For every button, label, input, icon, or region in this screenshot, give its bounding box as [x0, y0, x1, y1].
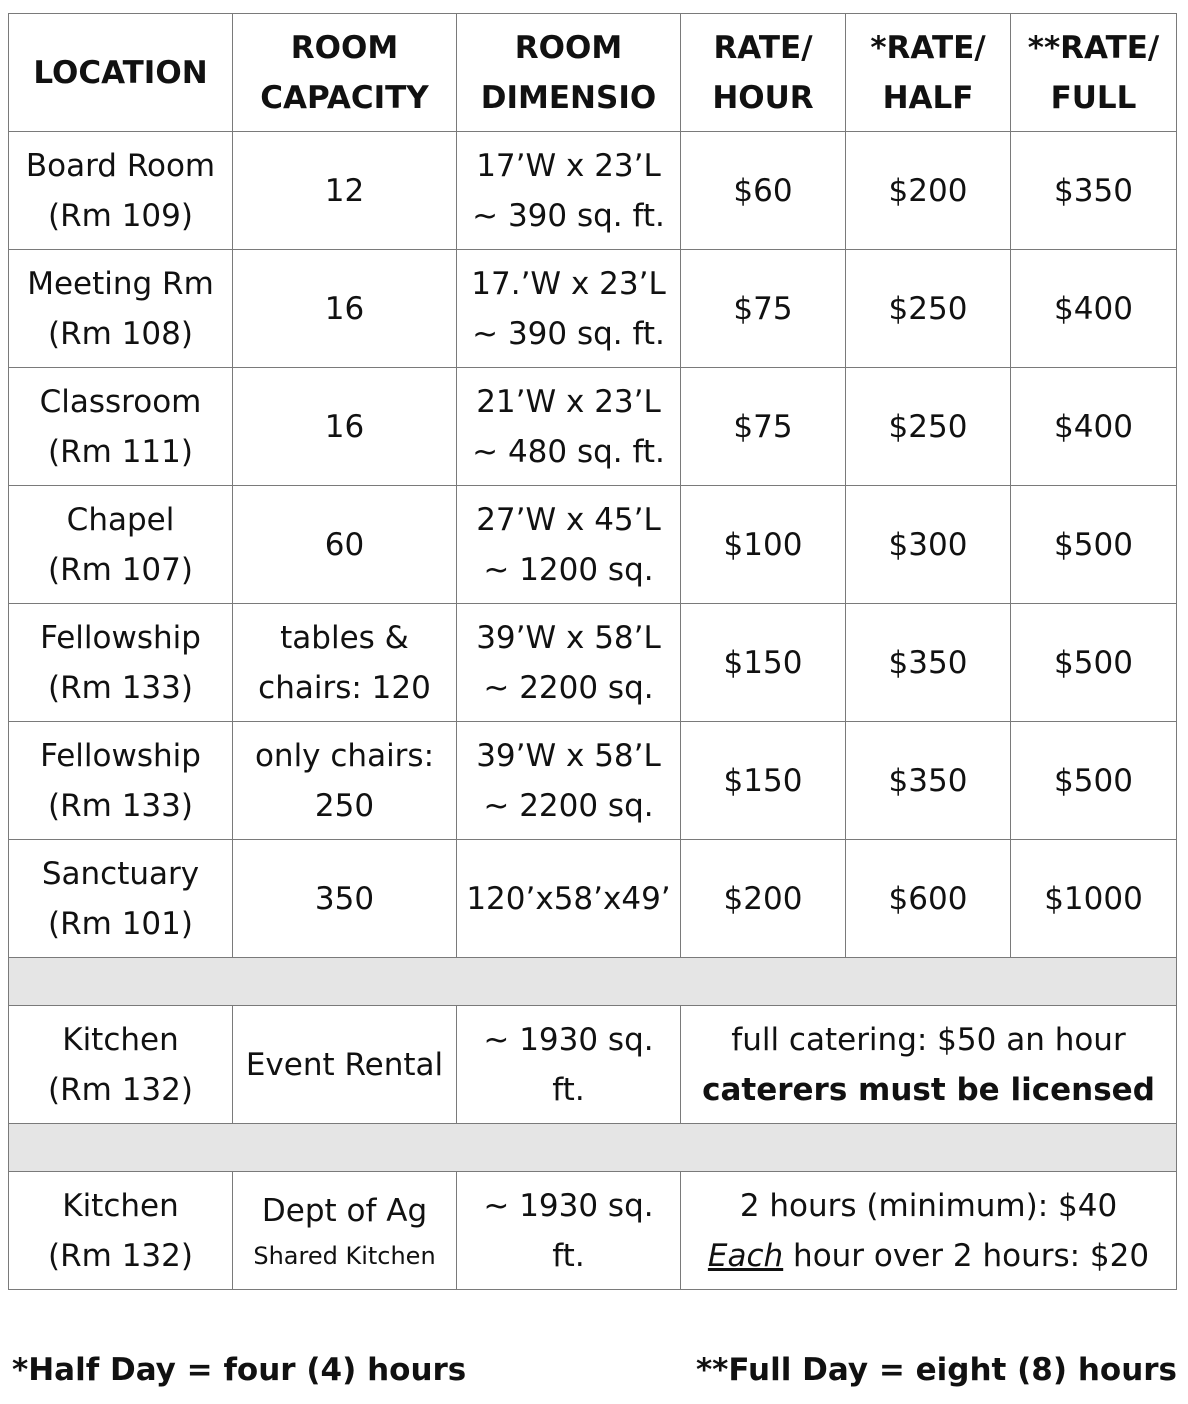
dimension-cell: 120’x58’x49’ [457, 840, 681, 958]
rate-half-cell: $250 [846, 250, 1011, 368]
kitchen-ag-row [9, 1172, 1177, 1290]
header-dimension: ROOM DIMENSIO [457, 14, 681, 132]
header-rate-hour: RATE/ HOUR [681, 14, 846, 132]
rate-full-cell: $500 [1011, 486, 1177, 604]
table-row [9, 250, 1177, 368]
header-row [9, 14, 1177, 132]
spacer-cell [9, 958, 1177, 1006]
shared-kitchen-rate-cell [681, 1172, 1177, 1290]
dimension-cell: ~ 1930 sq. ft. [457, 1172, 681, 1290]
caterer-license-note: caterers must be licensed [702, 1071, 1155, 1108]
rate-half-cell: $250 [846, 368, 1011, 486]
header-location: LOCATION [9, 14, 233, 132]
location-cell: Chapel (Rm 107) [9, 486, 233, 604]
rate-full-cell: $350 [1011, 132, 1177, 250]
half-day-footnote: *Half Day = four (4) hours [12, 1352, 467, 1388]
rate-hour-cell: $75 [681, 250, 846, 368]
rate-full-cell: $500 [1011, 722, 1177, 840]
dimension-cell: 27’W x 45’L ~ 1200 sq. [457, 486, 681, 604]
dimension-cell: 17’W x 23’L ~ 390 sq. ft. [457, 132, 681, 250]
rate-full-cell: $400 [1011, 368, 1177, 486]
location-cell: Board Room (Rm 109) [9, 132, 233, 250]
extra-hour-rate-text [685, 1231, 1172, 1281]
rate-hour-cell: $60 [681, 132, 846, 250]
capacity-cell [233, 1172, 457, 1290]
rate-hour-cell: $100 [681, 486, 846, 604]
room-rates-table [8, 13, 1177, 1290]
rate-full-cell: $1000 [1011, 840, 1177, 958]
rate-half-cell: $350 [846, 722, 1011, 840]
capacity-cell: 12 [233, 132, 457, 250]
table-row [9, 486, 1177, 604]
extra-hour-rate-rest: hour over 2 hours: $20 [783, 1237, 1150, 1274]
rate-half-cell: $200 [846, 132, 1011, 250]
header-rate-half: *RATE/ HALF [846, 14, 1011, 132]
minimum-rate-text: 2 hours (minimum): $40 [739, 1187, 1118, 1224]
header-capacity: ROOM CAPACITY [233, 14, 457, 132]
spacer-row [9, 958, 1177, 1006]
dimension-cell: 17.’W x 23’L ~ 390 sq. ft. [457, 250, 681, 368]
rate-hour-cell: $200 [681, 840, 846, 958]
rate-hour-cell: $75 [681, 368, 846, 486]
catering-rate-text: full catering: $50 an hour [731, 1021, 1126, 1058]
capacity-cell: 16 [233, 368, 457, 486]
capacity-cell: Event Rental [233, 1006, 457, 1124]
rate-half-cell: $300 [846, 486, 1011, 604]
location-cell: Fellowship (Rm 133) [9, 722, 233, 840]
dimension-cell: 39’W x 58’L ~ 2200 sq. [457, 722, 681, 840]
capacity-cell: tables & chairs: 120 [233, 604, 457, 722]
rate-half-cell: $350 [846, 604, 1011, 722]
location-cell: Kitchen (Rm 132) [9, 1006, 233, 1124]
rate-hour-cell: $150 [681, 604, 846, 722]
dimension-cell: 21’W x 23’L ~ 480 sq. ft. [457, 368, 681, 486]
header-rate-full: **RATE/ FULL [1011, 14, 1177, 132]
capacity-cell: 16 [233, 250, 457, 368]
capacity-cell: 60 [233, 486, 457, 604]
location-cell: Kitchen (Rm 132) [9, 1172, 233, 1290]
catering-rate-cell [681, 1006, 1177, 1124]
location-cell: Meeting Rm (Rm 108) [9, 250, 233, 368]
full-day-footnote: **Full Day = eight (8) hours [695, 1352, 1177, 1388]
table-row [9, 604, 1177, 722]
rate-full-cell: $400 [1011, 250, 1177, 368]
each-emphasis: Each [707, 1237, 784, 1274]
table-row [9, 368, 1177, 486]
capacity-cell: only chairs: 250 [233, 722, 457, 840]
spacer-cell [9, 1124, 1177, 1172]
capacity-cell: 350 [233, 840, 457, 958]
rate-hour-cell: $150 [681, 722, 846, 840]
table-row [9, 840, 1177, 958]
dimension-cell: 39’W x 58’L ~ 2200 sq. [457, 604, 681, 722]
spacer-row [9, 1124, 1177, 1172]
location-cell: Fellowship (Rm 133) [9, 604, 233, 722]
rate-full-cell: $500 [1011, 604, 1177, 722]
table-row [9, 132, 1177, 250]
dept-of-ag-label: Dept of Ag [261, 1192, 428, 1229]
table-row [9, 722, 1177, 840]
location-cell: Classroom (Rm 111) [9, 368, 233, 486]
dimension-cell: ~ 1930 sq. ft. [457, 1006, 681, 1124]
rate-half-cell: $600 [846, 840, 1011, 958]
kitchen-event-row [9, 1006, 1177, 1124]
shared-kitchen-label: Shared Kitchen [253, 1241, 436, 1270]
location-cell: Sanctuary (Rm 101) [9, 840, 233, 958]
